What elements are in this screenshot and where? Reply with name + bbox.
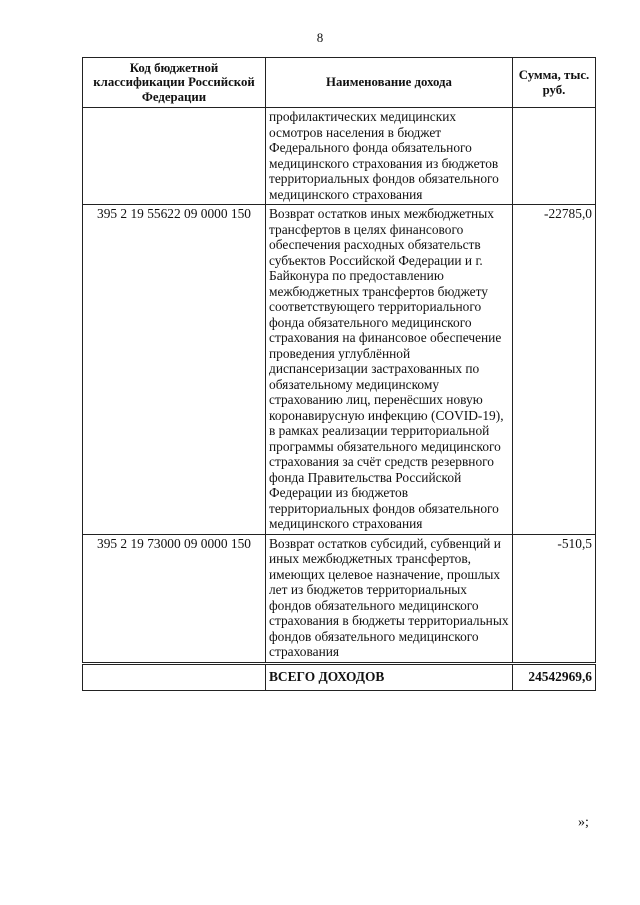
row-name: Возврат остатков субсидий, субвенций и иных межбюджетных трансфертов, имеющих целевое назначение, прошлых лет из бюджетов территориальных фондов обязательного медицинского страхования в бюджеты территориальных фондов обязательного медицинского страхования [266,534,513,663]
row-name: Возврат остатков иных межбюджетных трансфертов в целях финансового обеспечения расходных обязательств субъектов Российской Федерации и г. Байконура по предоставлению межбюджетных трансфертов бюджету соответствующего территориального фонда обязательного медицинского страхования на финансовое обеспечение проведения углублённой диспансеризации застрахованных по обязательному медицинскому страхованию лиц, перенёсших новую коронавирусную инфекцию (COVID-19), в рамках реализации территориальной программы обязательного медицинского страхования за счёт средств резервного фонда Правительства Российской Федерации из бюджетов территориальных фондов обязательного медицинского страхования [266,205,513,535]
row-sum: -510,5 [513,534,596,663]
total-code [83,663,266,690]
table-row [83,534,596,663]
row-code [83,108,266,205]
row-name: профилактических медицинских осмотров населения в бюджет Федерального фонда обязательного медицинского страхования из бюджетов территориальных фондов обязательного медицинского страхования [266,108,513,205]
row-code: 395 2 19 73000 09 0000 150 [83,534,266,663]
total-label: ВСЕГО ДОХОДОВ [266,663,513,690]
row-sum: -22785,0 [513,205,596,535]
header-name: Наименование дохода [266,58,513,108]
closing-quote-mark: »; [578,815,589,830]
table-header-row [83,58,596,108]
row-sum [513,108,596,205]
header-code: Код бюджетной классификации Российской Федерации [83,58,266,108]
row-code: 395 2 19 55622 09 0000 150 [83,205,266,535]
total-sum: 24542969,6 [513,663,596,690]
income-table [82,57,596,691]
table-row [83,108,596,205]
header-sum: Сумма, тыс. руб. [513,58,596,108]
page-number: 8 [316,30,324,45]
table-row [83,205,596,535]
total-row [83,663,596,690]
